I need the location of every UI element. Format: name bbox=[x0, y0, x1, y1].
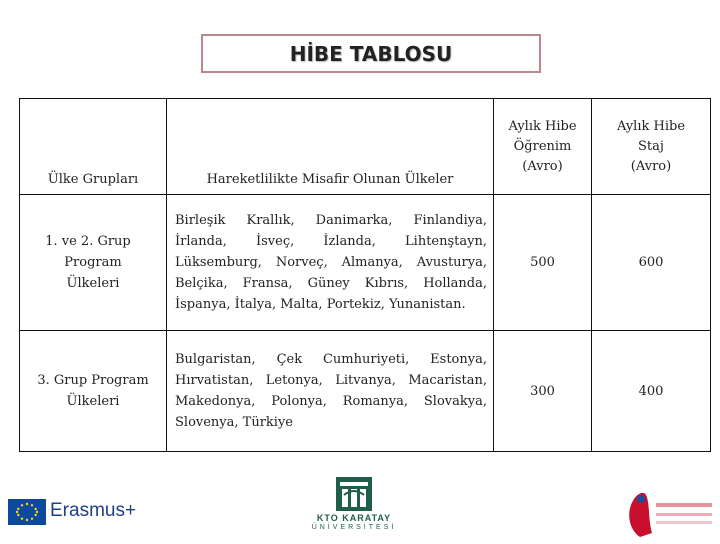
header-host-countries: Hareketlilikte Misafir Olunan Ülkeler bbox=[167, 99, 494, 195]
kto-subtitle: ÜNİVERSİTESİ bbox=[311, 524, 397, 531]
table-row bbox=[20, 331, 711, 452]
kto-name: KTO KARATAY bbox=[316, 513, 392, 523]
kto-karatay-logo bbox=[306, 475, 402, 535]
erasmus-wordmark: Erasmus+ bbox=[50, 500, 137, 521]
study-grant-value: 500 bbox=[494, 195, 592, 331]
group-line: 3. Grup Program bbox=[37, 373, 149, 388]
countries-cell: Birleşik Krallık, Danimarka, Finlandiya, İrlanda, İsveç, İzlanda, Lihtenştayn, Lüksemburg, Norveç, Almanya, Avusturya, Belçika, Fransa, Güney Kıbrıs, Hollanda, İspanya, İtalya, Malta, Portekiz, Yunanistan. bbox=[167, 195, 494, 331]
page-title: HİBE TABLOSU bbox=[289, 41, 453, 66]
header-intern-line: (Avro) bbox=[630, 158, 672, 174]
intern-grant-value: 600 bbox=[592, 195, 711, 331]
national-agency-logo bbox=[626, 489, 718, 539]
group-line: Ülkeleri bbox=[66, 276, 120, 291]
group-cell bbox=[20, 331, 167, 452]
group-line: Ülkeleri bbox=[66, 394, 120, 409]
intern-grant-value: 400 bbox=[592, 331, 711, 452]
header-intern-line: Staj bbox=[638, 138, 664, 154]
study-grant-value: 300 bbox=[494, 331, 592, 452]
erasmus-logo bbox=[8, 497, 138, 527]
kto-building-icon bbox=[306, 475, 402, 513]
grant-table bbox=[19, 98, 711, 452]
table-row bbox=[20, 195, 711, 331]
header-study-line: Aylık Hibe bbox=[508, 118, 577, 134]
national-agency-emblem-icon bbox=[626, 489, 718, 539]
header-intern-grant bbox=[592, 99, 711, 195]
header-intern-line: Aylık Hibe bbox=[616, 118, 686, 134]
title-box bbox=[201, 34, 541, 73]
countries-cell: Bulgaristan, Çek Cumhuriyeti, Estonya, Hırvatistan, Letonya, Litvanya, Macaristan, Makedonya, Polonya, Romanya, Slovakya, Slovenya, Türkiye bbox=[167, 331, 494, 452]
table-header-row bbox=[20, 99, 711, 195]
group-line: 1. ve 2. Grup bbox=[45, 234, 131, 249]
header-study-grant bbox=[494, 99, 592, 195]
header-study-line: Öğrenim bbox=[513, 138, 572, 154]
header-country-groups: Ülke Grupları bbox=[20, 99, 167, 195]
group-line: Program bbox=[64, 255, 122, 270]
header-study-line: (Avro) bbox=[522, 158, 563, 174]
group-cell bbox=[20, 195, 167, 331]
